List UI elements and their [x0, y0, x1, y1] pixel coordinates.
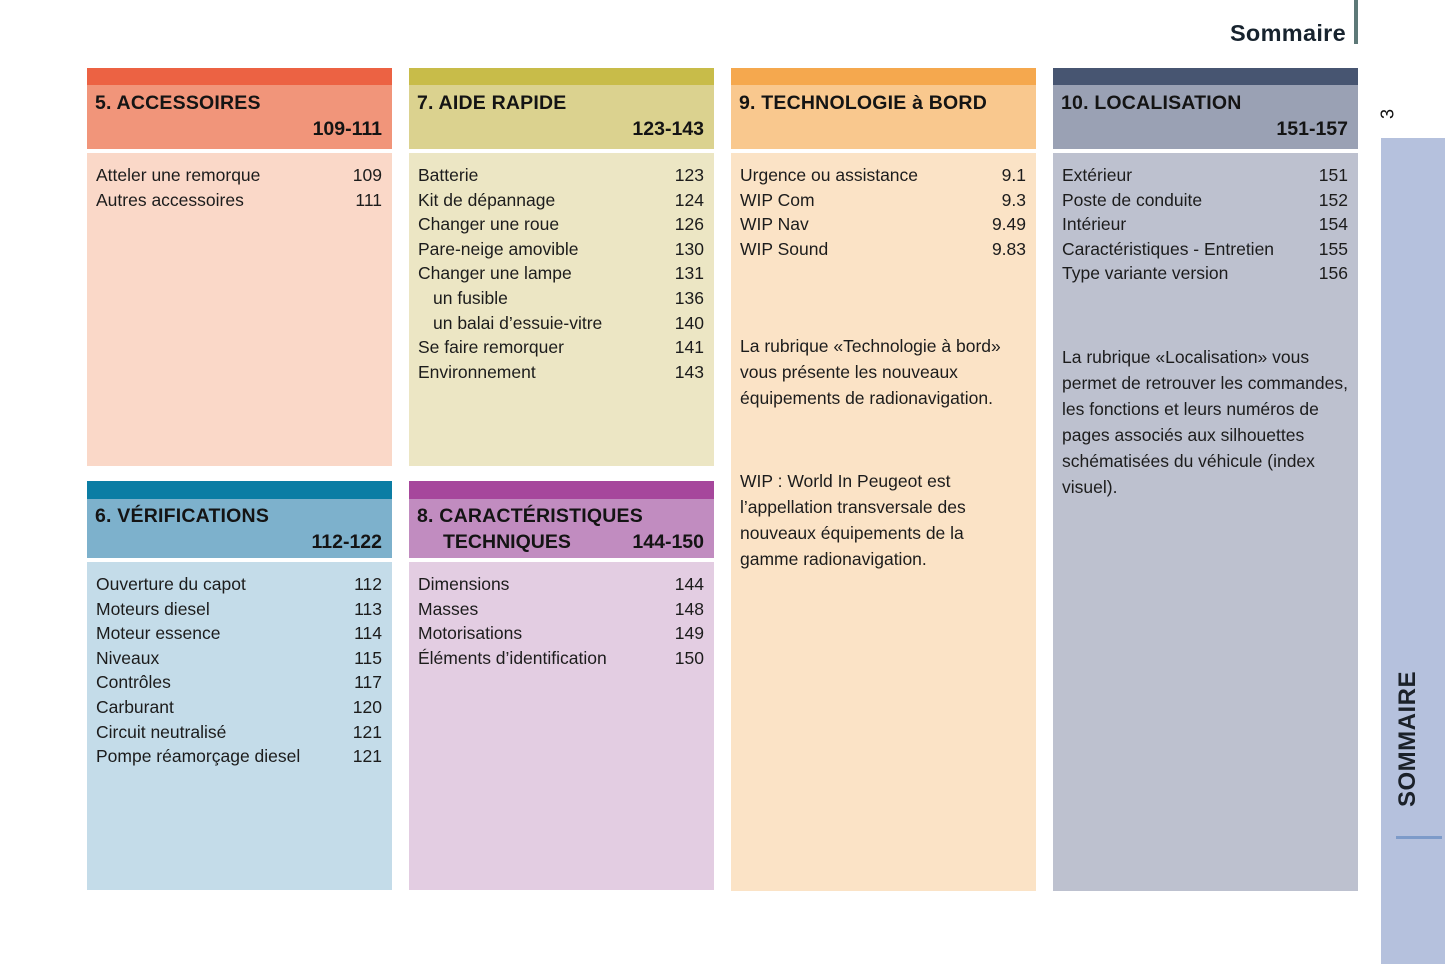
toc-item: [418, 286, 704, 311]
toc-item-page: 111: [355, 189, 382, 210]
toc-item-page: 121: [352, 721, 382, 742]
toc-item-page: 150: [674, 647, 704, 668]
section-title-line2: [1061, 118, 1087, 141]
section-title-line2: [95, 118, 121, 141]
toc-item: [418, 212, 704, 237]
toc-item-label: Contrôles: [96, 672, 171, 693]
toc-item-label: Caractéristiques - Entretien: [1062, 238, 1275, 259]
section-color-bar: [409, 481, 714, 499]
toc-item-label: Circuit neutralisé: [96, 721, 227, 742]
toc-item-page: 155: [1318, 238, 1348, 259]
toc-item-label: Changer une lampe: [418, 263, 572, 284]
toc-item: [418, 335, 704, 360]
toc-item: [740, 163, 1026, 188]
toc-item: [418, 360, 704, 385]
toc-item-page: 121: [352, 746, 382, 767]
toc-item-label: Atteler une remorque: [96, 165, 261, 185]
section-technologie-a-bord: [731, 68, 1036, 891]
toc-item-label: Type variante version: [1062, 263, 1229, 284]
toc-item-label: Pompe réamorçage diesel: [96, 746, 301, 767]
toc-item-label: Ouverture du capot: [96, 574, 246, 594]
sommaire-sidebar: [1381, 138, 1445, 964]
section-body: [87, 153, 392, 466]
toc-item-label: Se faire remorquer: [418, 337, 564, 358]
toc-item-page: 117: [354, 672, 382, 693]
toc-item-label: WIP Sound: [740, 238, 829, 259]
toc-item: [96, 720, 382, 745]
section-title-line2: [95, 531, 121, 554]
toc-item-page: 136: [674, 287, 704, 308]
toc-item-label: Moteur essence: [96, 623, 221, 644]
toc-item: [1062, 237, 1348, 262]
toc-item-page: 9.49: [991, 214, 1026, 235]
section-color-bar: [409, 68, 714, 85]
toc-item: [418, 572, 704, 597]
toc-item-page: 148: [674, 598, 704, 619]
section-title: 7. AIDE RAPIDE: [417, 92, 567, 114]
toc-item: [96, 163, 382, 188]
section-color-bar: [1053, 68, 1358, 85]
toc-item-page: 123: [674, 165, 704, 185]
section-body: [409, 153, 714, 466]
toc-item: [96, 188, 382, 213]
toc-item-page: 120: [352, 696, 382, 717]
section-page-range: 123-143: [632, 118, 704, 140]
toc-item-label: Dimensions: [418, 574, 510, 594]
toc-item-page: 124: [674, 189, 704, 210]
header-rule: [1354, 0, 1358, 44]
toc-item-label: Extérieur: [1062, 165, 1133, 185]
manual-contents-page: Sommaire 3 SOMMAIRE 5. ACCESSOIRES 109-111 Atteler une remorque 109 Autres accessoires 111 7. AIDE RAPIDE 123-143 Batterie 123 Kit de dépannage 124 Changer une roue 126 Pare-neige amovible 130 Changer une lampe 131 un fusible 136 un balai d’essuie-vitre 140 Se faire remorquer 141 Environnement 143 9. TECHNOLOGIE à BORD Urgence ou assistance 9.1 WIP Com 9.3 WIP Nav 9.49 WIP Sound 9.83 La rubrique «Technologie à bord» vous présente les nouveaux équipements de radionavigation. WIP : World In Peugeot est l’appellation transversale des nouveaux équipements de la gamme radionavigation. 10. LOCALISATION 151-157 Extérieur 151 Poste de conduite 152 Intérieur 154 Caractéristiques - Entretien 155 Type variante version 156 La rubrique «Localisation» vous permet de retrouver les commandes, les fonctions et leurs numéros de pages associés aux silhouettes schématisées du véhicule (index visuel). 6. VÉRIFICATIONS 112-122 Ouverture du capot 112 Moteurs diesel 113 Moteur essence 114 Niveaux 115 Contrôles 117 Carburant 120 Circuit neutralisé 121 Pompe réamorçage diesel 121 8. CARACTÉRISTIQUES TECHNIQUES 144-150 Dimensions 144 Masses 148 Motorisations 149 Éléments d’identification 150: [0, 0, 1445, 964]
toc-item-label: Masses: [418, 598, 479, 619]
toc-item-page: 9.83: [991, 238, 1026, 259]
toc-item-page: 9.1: [1001, 165, 1026, 185]
toc-item-label: un balai d’essuie-vitre: [433, 312, 603, 333]
toc-item-page: 114: [354, 623, 382, 644]
toc-item: [418, 621, 704, 646]
section-paragraph: La rubrique «Technologie à bord» vous présente les nouveaux équipements de radionavigation.: [740, 336, 1001, 409]
section-color-bar: [87, 481, 392, 499]
section-verifications: [87, 481, 392, 890]
section-body: [87, 562, 392, 890]
toc-item-page: 151: [1318, 165, 1348, 185]
section-page-range: 151-157: [1276, 118, 1348, 140]
section-color-bar: [87, 68, 392, 85]
section-page-range: 109-111: [312, 118, 382, 140]
section-body: [731, 153, 1036, 891]
toc-item: [418, 261, 704, 286]
toc-item-page: 113: [354, 598, 382, 619]
toc-item-page: 149: [674, 623, 704, 644]
toc-item-label: Éléments d’identification: [418, 647, 607, 668]
toc-item-page: 109: [352, 165, 382, 185]
section-header: [731, 85, 1036, 149]
toc-item: [740, 188, 1026, 213]
toc-item-label: Autres accessoires: [96, 189, 244, 210]
toc-item-page: 115: [354, 647, 382, 668]
toc-item: [96, 646, 382, 671]
toc-item: [1062, 163, 1348, 188]
section-title: 5. ACCESSOIRES: [95, 92, 261, 114]
toc-item-label: Poste de conduite: [1062, 189, 1203, 210]
toc-item-page: 156: [1318, 263, 1348, 284]
toc-item-label: Environnement: [418, 361, 536, 382]
section-paragraph: WIP : World In Peugeot est l’appellation transversale des nouveaux équipements de la gamme radionavigation.: [740, 471, 966, 570]
toc-item-label: Intérieur: [1062, 214, 1127, 235]
toc-item-page: 130: [674, 238, 704, 259]
toc-item: [1062, 188, 1348, 213]
sidebar-divider: [1396, 836, 1442, 839]
section-header: [409, 85, 714, 149]
toc-item-page: 112: [354, 574, 382, 594]
toc-item-page: 126: [674, 214, 704, 235]
section-page-range: 144-150: [632, 531, 704, 553]
toc-item-label: WIP Com: [740, 189, 815, 210]
toc-item-page: 131: [674, 263, 704, 284]
toc-item-page: 143: [674, 361, 704, 382]
section-header: [87, 85, 392, 149]
toc-item-label: Motorisations: [418, 623, 523, 644]
section-page-range: 112-122: [311, 531, 382, 553]
toc-item-page: 144: [674, 574, 704, 594]
toc-item: [1062, 212, 1348, 237]
section-caracteristiques-techniques: [409, 481, 714, 890]
toc-item: [96, 744, 382, 769]
toc-item-page: 9.3: [1001, 189, 1026, 210]
toc-item: [96, 670, 382, 695]
toc-item-label: Moteurs diesel: [96, 598, 210, 619]
section-title-line2: TECHNIQUES: [443, 531, 571, 553]
toc-item: [96, 695, 382, 720]
section-accessoires: [87, 68, 392, 466]
toc-item-label: Batterie: [418, 165, 479, 185]
section-header: [1053, 85, 1358, 149]
toc-item: [418, 237, 704, 262]
toc-item-label: Urgence ou assistance: [740, 165, 919, 185]
toc-item-label: WIP Nav: [740, 214, 809, 235]
toc-item: [418, 311, 704, 336]
toc-item-page: 154: [1318, 214, 1348, 235]
toc-item-label: Pare-neige amovible: [418, 238, 579, 259]
section-body: [409, 562, 714, 890]
toc-item: [96, 597, 382, 622]
section-title: 9. TECHNOLOGIE à BORD: [739, 92, 987, 114]
section-paragraph: La rubrique «Localisation» vous permet de retrouver les commandes, les fonctions et leurs numéros de pages associés aux silhouettes schématisées du véhicule (index visuel).: [1062, 346, 1348, 497]
toc-item-label: Kit de dépannage: [418, 189, 556, 210]
toc-item-page: 140: [674, 312, 704, 333]
section-aide-rapide: [409, 68, 714, 466]
toc-item: [96, 572, 382, 597]
section-header: [87, 499, 392, 558]
toc-item: [1062, 261, 1348, 286]
section-localisation: [1053, 68, 1358, 891]
toc-item-label: Changer une roue: [418, 214, 560, 235]
toc-item-label: Carburant: [96, 696, 174, 717]
toc-item-label: un fusible: [433, 287, 508, 308]
toc-item: [740, 237, 1026, 262]
section-color-bar: [731, 68, 1036, 85]
section-title-line2: [417, 118, 443, 141]
toc-item: [418, 597, 704, 622]
section-header: [409, 499, 714, 558]
section-title: 8. CARACTÉRISTIQUES: [417, 505, 643, 527]
toc-item: [740, 212, 1026, 237]
toc-item: [96, 621, 382, 646]
toc-item: [418, 188, 704, 213]
toc-item: [418, 163, 704, 188]
running-header: Sommaire: [1229, 20, 1346, 46]
section-title: 6. VÉRIFICATIONS: [95, 505, 270, 527]
toc-item-label: Niveaux: [96, 647, 160, 668]
section-title: 10. LOCALISATION: [1061, 92, 1242, 114]
section-body: [1053, 153, 1358, 891]
toc-item-page: 141: [674, 337, 704, 358]
toc-item: [418, 646, 704, 671]
toc-item-page: 152: [1318, 189, 1348, 210]
